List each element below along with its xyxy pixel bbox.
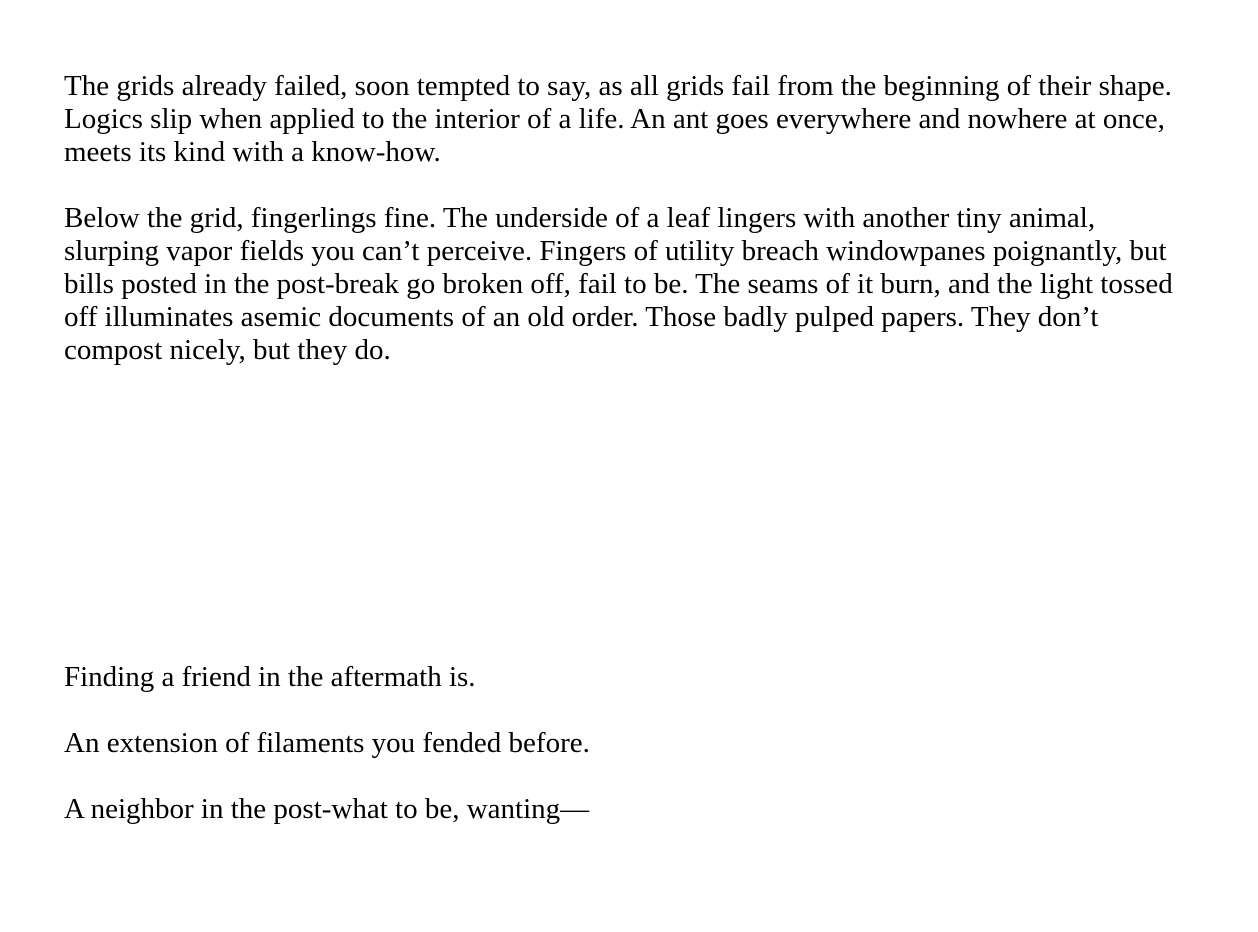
line-neighbor: A neighbor in the post-what to be, wanting— (64, 793, 590, 825)
paragraph-below-grid: Below the grid, fingerlings fine. The underside of a leaf lingers with another tiny animal, slurping vapor fields you can’t perceive. Fingers of utility breach windowpanes poignantly, but bills posted in the post-break go broken off, fail to be. The seams of it burn, and the light tossed off illuminates asemic documents of an old order. Those badly pulped papers. They don’t compost nicely, but they do. (64, 202, 1173, 366)
line-finding-friend: Finding a friend in the aftermath is. (64, 661, 476, 693)
document-top-section (64, 70, 1194, 367)
line-extension-filaments: An extension of filaments you fended before. (64, 727, 590, 759)
document-bottom-section (64, 661, 1194, 826)
paragraph-grids: The grids already failed, soon tempted to say, as all grids fail from the beginning of their shape. Logics slip when applied to the interior of a life. An ant goes everywhere and nowhere at once, meets its kind with a know-how. (64, 70, 1172, 168)
